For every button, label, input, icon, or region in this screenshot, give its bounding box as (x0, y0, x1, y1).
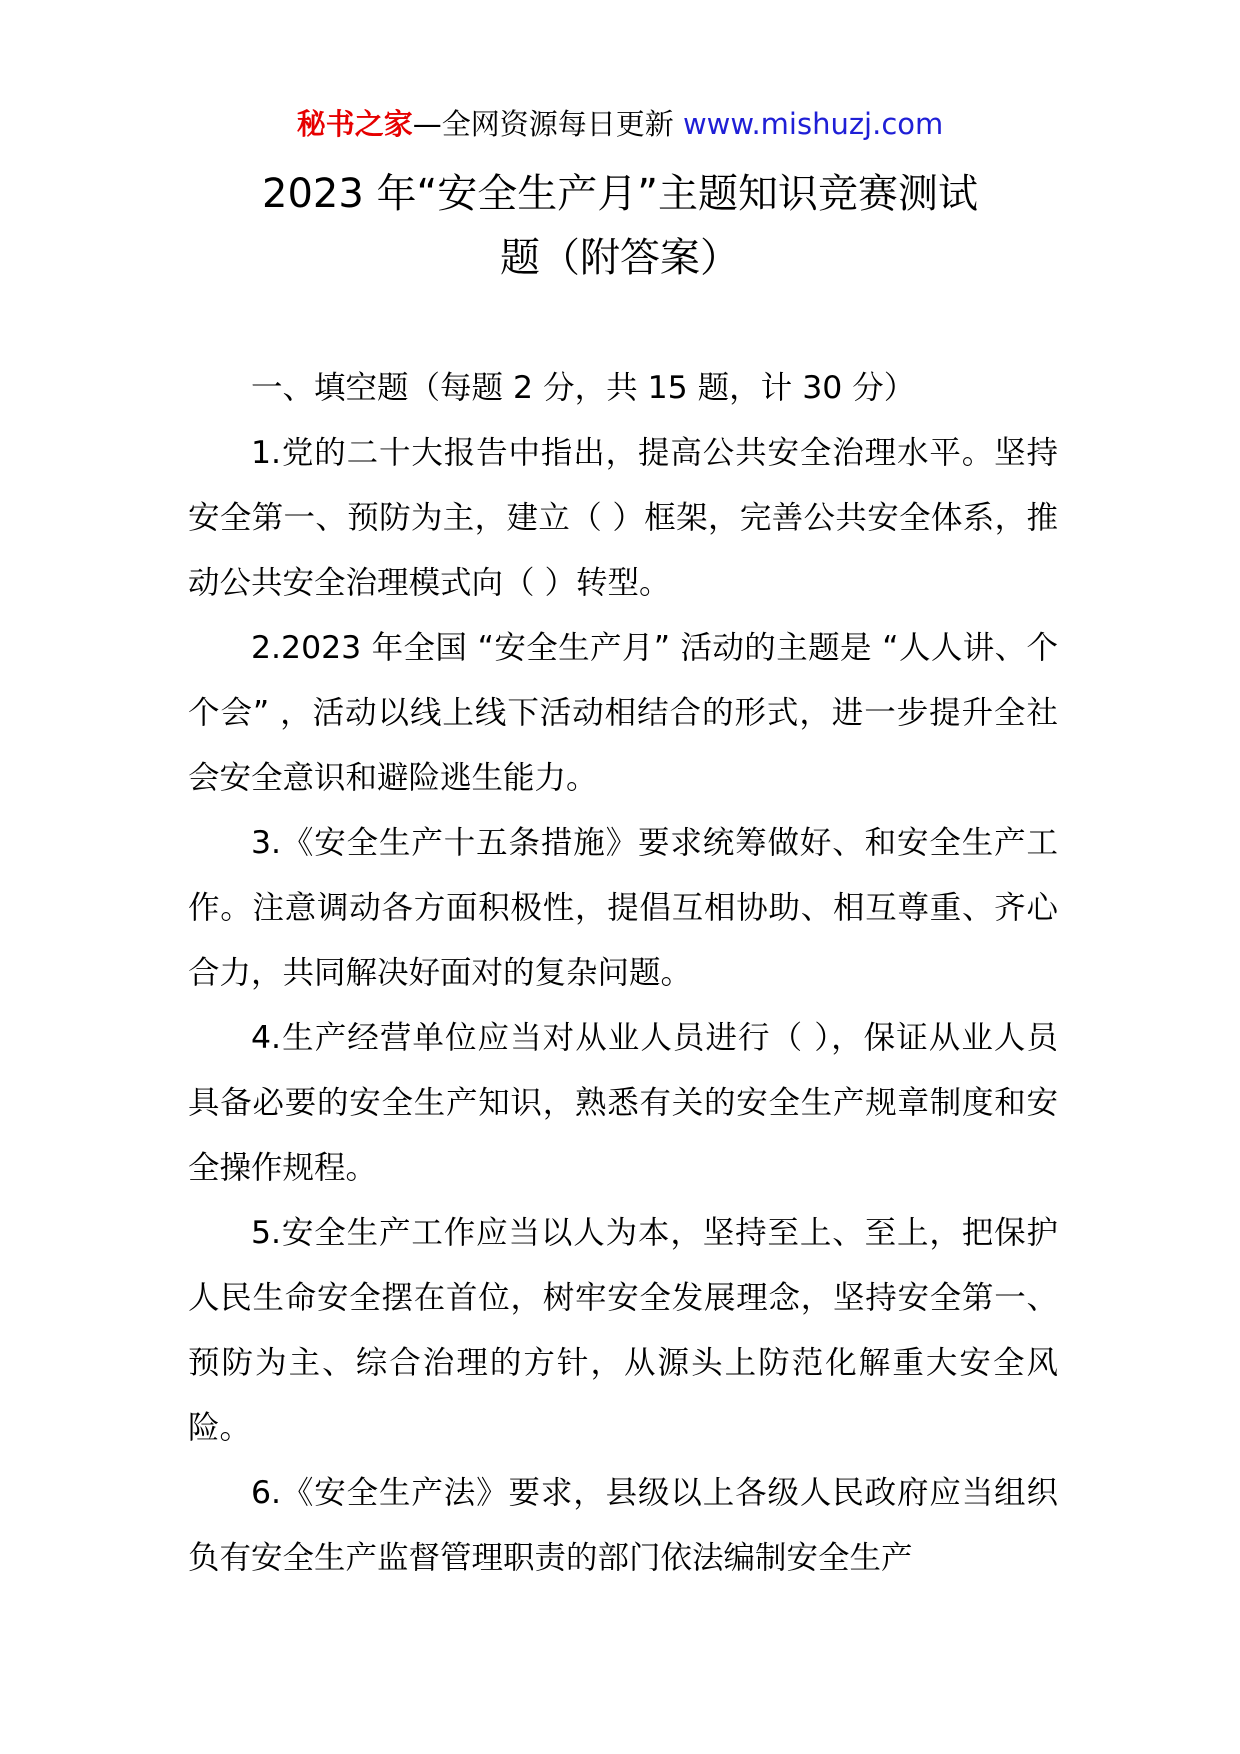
title-line-2: 题（附答案） (500, 235, 740, 281)
header-tagline: —全网资源每日更新 (412, 107, 674, 141)
document-title (180, 162, 1060, 290)
section-heading: 一、填空题（每题 2 分，共 15 题，计 30 分） (251, 370, 916, 406)
brand-name: 秘书之家 (296, 107, 413, 141)
question-5: 5.安全生产工作应当以人为本，坚持至上、至上，把保护人民生命安全摆在首位，树牢安全发展理念，坚持安全第一、预防为主、综合治理的方针，从源头上防范化解重大安全风险。 (188, 1215, 1058, 1446)
question-6: 6.《安全生产法》要求，县级以上各级人民政府应当组织负有安全生产监督管理职责的部门依法编制安全生产 (188, 1475, 1058, 1576)
question-2: 2.2023 年全国 “安全生产月” 活动的主题是 “人人讲、个个会” ，活动以线上线下活动相结合的形式，进一步提升全社会安全意识和避险逃生能力。 (188, 630, 1058, 796)
document-body (188, 356, 1058, 1591)
watermark-header (0, 102, 1240, 146)
title-line-1: 2023 年“安全生产月”主题知识竞赛测试 (262, 171, 978, 217)
header-url-link[interactable]: www.mishuzj.com (682, 107, 944, 141)
question-1: 1.党的二十大报告中指出，提高公共安全治理水平。坚持安全第一、预防为主，建立（ ）框架，完善公共安全体系，推动公共安全治理模式向（ ）转型。 (188, 435, 1058, 601)
question-3: 3.《安全生产十五条措施》要求统筹做好、和安全生产工作。注意调动各方面积极性，提倡互相协助、相互尊重、齐心合力，共同解决好面对的复杂问题。 (188, 825, 1058, 991)
question-4: 4.生产经营单位应当对从业人员进行（ ），保证从业人员具备必要的安全生产知识，熟悉有关的安全生产规章制度和安全操作规程。 (188, 1020, 1058, 1186)
